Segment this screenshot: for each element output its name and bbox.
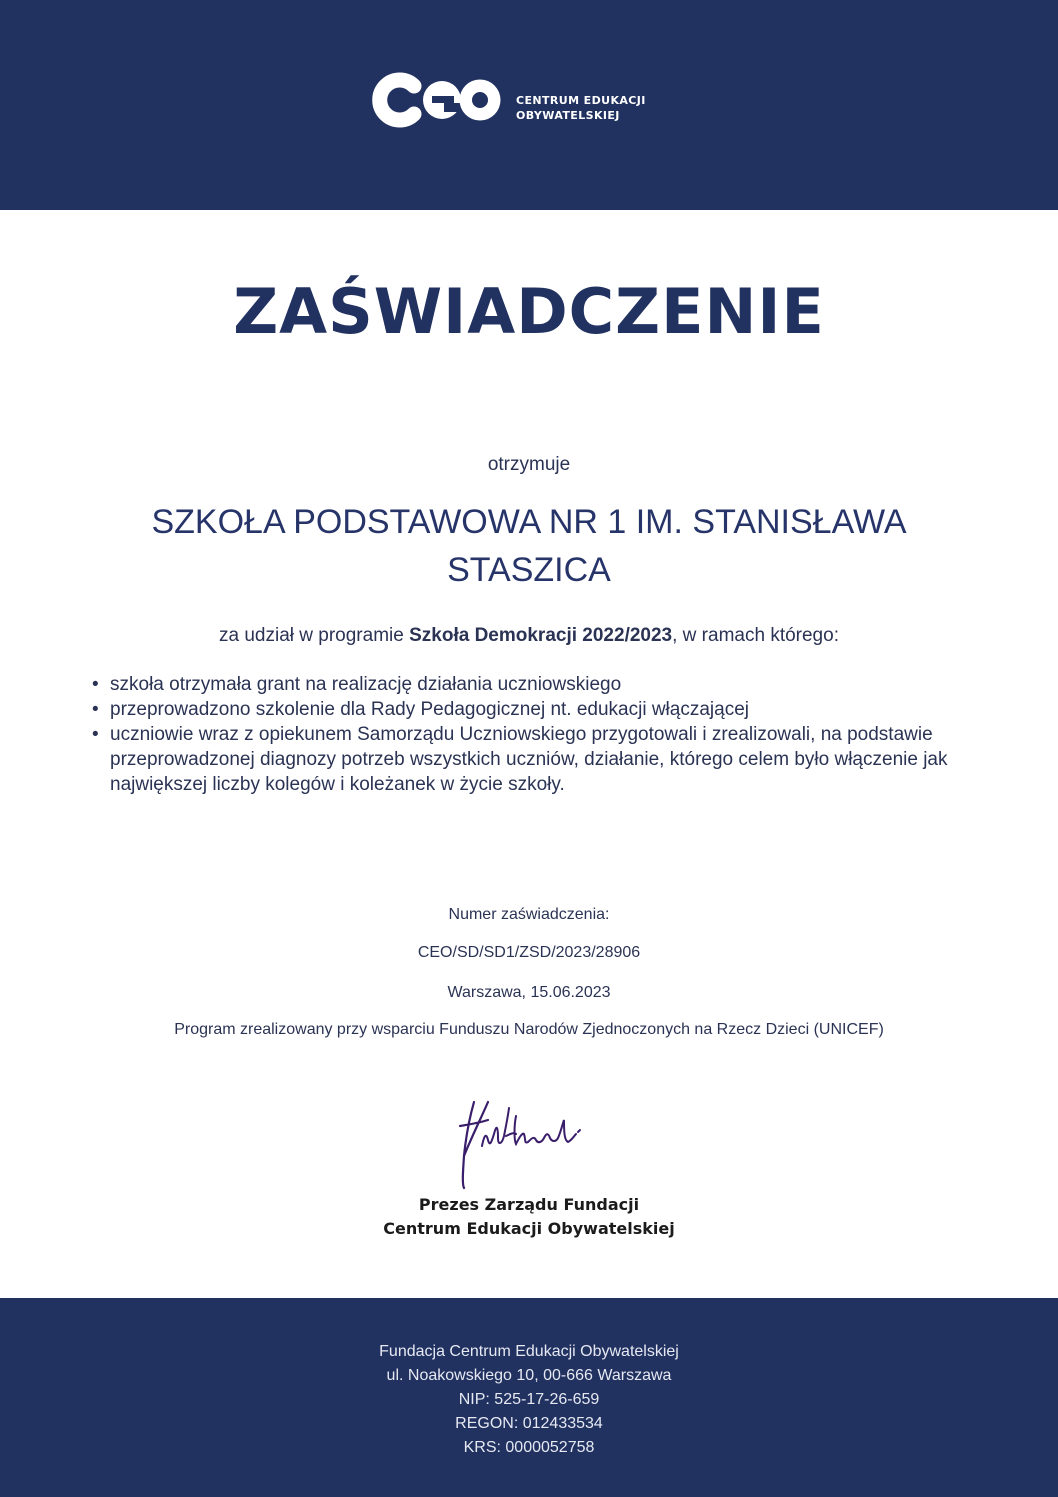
receives-label: otrzymuje (487, 454, 571, 475)
program-intro (0, 625, 1058, 647)
support-note: Program zrealizowany przy wsparciu Funduszu Narodów Zjednoczonych na Rzecz Dzieci (UNICEF) (174, 1021, 884, 1038)
signatory-title-line1: Prezes Zarządu Fundacji (418, 1195, 640, 1214)
footer-nip: NIP: 525-17-26-659 (458, 1391, 600, 1408)
program-name: Szkoła Demokracji 2022/2023 (409, 625, 673, 646)
recipient-name: SZKOŁA PODSTAWOWA NR 1 IM. STANISŁAWA STASZICA (151, 503, 907, 589)
footer-krs: KRS: 0000052758 (463, 1439, 595, 1456)
signatory-title (0, 1193, 1058, 1241)
list-item: • szkoła otrzymała grant na realizację działania uczniowskiego (92, 672, 972, 697)
list-item: • przeprowadzono szkolenie dla Rady Pedagogicznej nt. edukacji włączającej (92, 697, 972, 722)
list-item: • uczniowie wraz z opiekunem Samorządu Uczniowskiego przygotowali i zrealizowali, na podstawie przeprowadzonej diagnozy potrzeb wszystkich uczniów, działanie, którego celem było włączenie jak największej liczby kolegów i koleżanek w życie szkoły. (92, 722, 972, 797)
ceo-logo-mark (372, 72, 504, 128)
footer-regon: REGON: 012433534 (455, 1415, 603, 1432)
intro-after: , w ramach którego: (672, 625, 839, 646)
footer-address: ul. Noakowskiego 10, 00-666 Warszawa (386, 1367, 672, 1384)
footer-contact (0, 1340, 1058, 1460)
handwritten-signature (452, 1096, 592, 1196)
intro-before: za udział w programie (219, 625, 410, 646)
header-banner (0, 0, 1058, 210)
certificate-number-label: Numer zaświadczenia: (448, 906, 610, 923)
document-title: ZAŚWIADCZENIE (233, 275, 825, 348)
place-date: Warszawa, 15.06.2023 (447, 984, 611, 1001)
signatory-title-line2: Centrum Edukacji Obywatelskiej (383, 1219, 675, 1238)
footer-banner (0, 1298, 1058, 1497)
org-name-line1: CENTRUM EDUKACJI (516, 94, 646, 107)
certificate-number: CEO/SD/SD1/ZSD/2023/28906 (417, 944, 641, 961)
org-name (516, 93, 646, 123)
ceo-logo (372, 72, 672, 128)
achievements-list (92, 672, 972, 797)
org-name-line2: OBYWATELSKIEJ (516, 109, 620, 122)
footer-org-name: Fundacja Centrum Edukacji Obywatelskiej (379, 1343, 679, 1360)
